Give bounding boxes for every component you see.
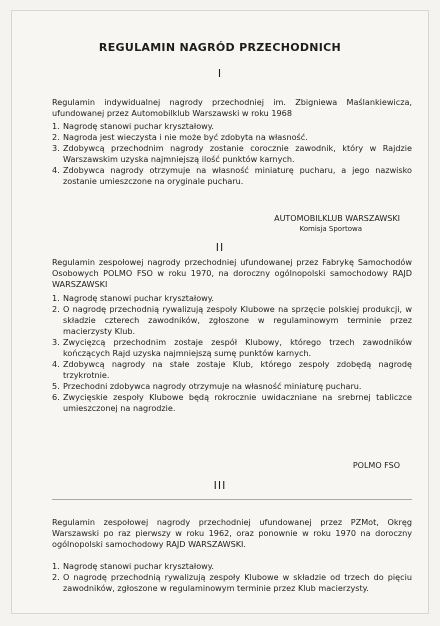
document-title: REGULAMIN NAGRÓD PRZECHODNICH (98, 41, 342, 54)
section-1-numeral: I (217, 67, 223, 80)
section-2-numeral: II (215, 241, 225, 254)
list-item: 1. Nagrodę stanowi puchar kryształowy. (52, 293, 215, 303)
section-3-list (52, 561, 412, 594)
signature-name: POLMO FSO (352, 461, 400, 470)
section-1-signature (274, 214, 400, 234)
list-item: 4. Zdobywca nagrody otrzymuje na własność miniaturę pucharu, a jego nazwisko zostanie umieszczone na oryginale pucharu. (52, 165, 412, 186)
divider (52, 499, 412, 500)
section-1-intro: Regulamin indywidualnej nagrody przechodniej im. Zbigniewa Maślankiewicza, ufundowanej przez Automobilklub Warszawski w roku 1968 (52, 97, 412, 118)
list-item: 2. Nagroda jest wieczysta i nie może być zdobyta na własność. (52, 132, 308, 142)
list-item: 5. Przechodni zdobywca nagrody otrzymuje na własność miniaturę pucharu. (52, 381, 362, 391)
list-item: 1. Nagrodę stanowi puchar kryształowy. (52, 121, 215, 131)
section-2-list (52, 293, 412, 414)
section-2-signature (353, 461, 400, 471)
list-item: 6. Zwycięskie zespoły Klubowe będą rokrocznie uwidaczniane na srebrnej tabliczce umieszczonej na nagrodzie. (52, 392, 412, 413)
list-item: 4. Zdobywcą nagrody na stałe zostaje Klub, którego zespoły zdobędą nagrodę trzykrotnie. (52, 359, 412, 380)
list-item: 2. O nagrodę przechodnią rywalizują zespoły Klubowe w składzie od trzech do pięciu zawodników, zgłoszone w regulaminowym terminie przez Klub macierzysty. (52, 572, 412, 593)
section-3-numeral: III (213, 479, 227, 492)
section-1-list (52, 121, 412, 187)
signature-name: AUTOMOBILKLUB WARSZAWSKI (274, 214, 400, 223)
document-page (11, 10, 429, 614)
signature-subtitle: Komisja Sportowa (299, 225, 362, 233)
section-2-intro: Regulamin zespołowej nagrody przechodniej ufundowanej przez Fabrykę Samochodów Osobowych POLMO FSO w roku 1970, na doroczny ogólnopolski samochodowy RAJD WARSZAWSKI (52, 257, 412, 289)
list-item: 3. Zdobywcą przechodnim nagrody zostanie corocznie zawodnik, który w Rajdzie Warszawskim uzyska najmniejszą ilość punktów karnych. (52, 143, 412, 164)
list-item: 2. O nagrodę przechodnią rywalizują zespoły Klubowe na sprzęcie polskiej produkcji, w składzie czterech zawodników, zgłoszone w regulaminowym terminie przez macierzysty Klub. (52, 304, 412, 336)
section-3-intro: Regulamin zespołowej nagrody przechodniej ufundowanej przez PZMot, Okręg Warszawski po raz pierwszy w roku 1962, oraz ponownie w roku 1970 na doroczny ogólnopolski samochodowy RAJD WARSZAWSKI. (52, 517, 412, 549)
list-item: 3. Zwycięzcą przechodnim zostaje zespół Klubowy, którego trzech zawodników kończących Rajd uzyska najmniejszą sumę punktów karnych. (52, 337, 412, 358)
list-item: 1. Nagrodę stanowi puchar kryształowy. (52, 561, 215, 571)
